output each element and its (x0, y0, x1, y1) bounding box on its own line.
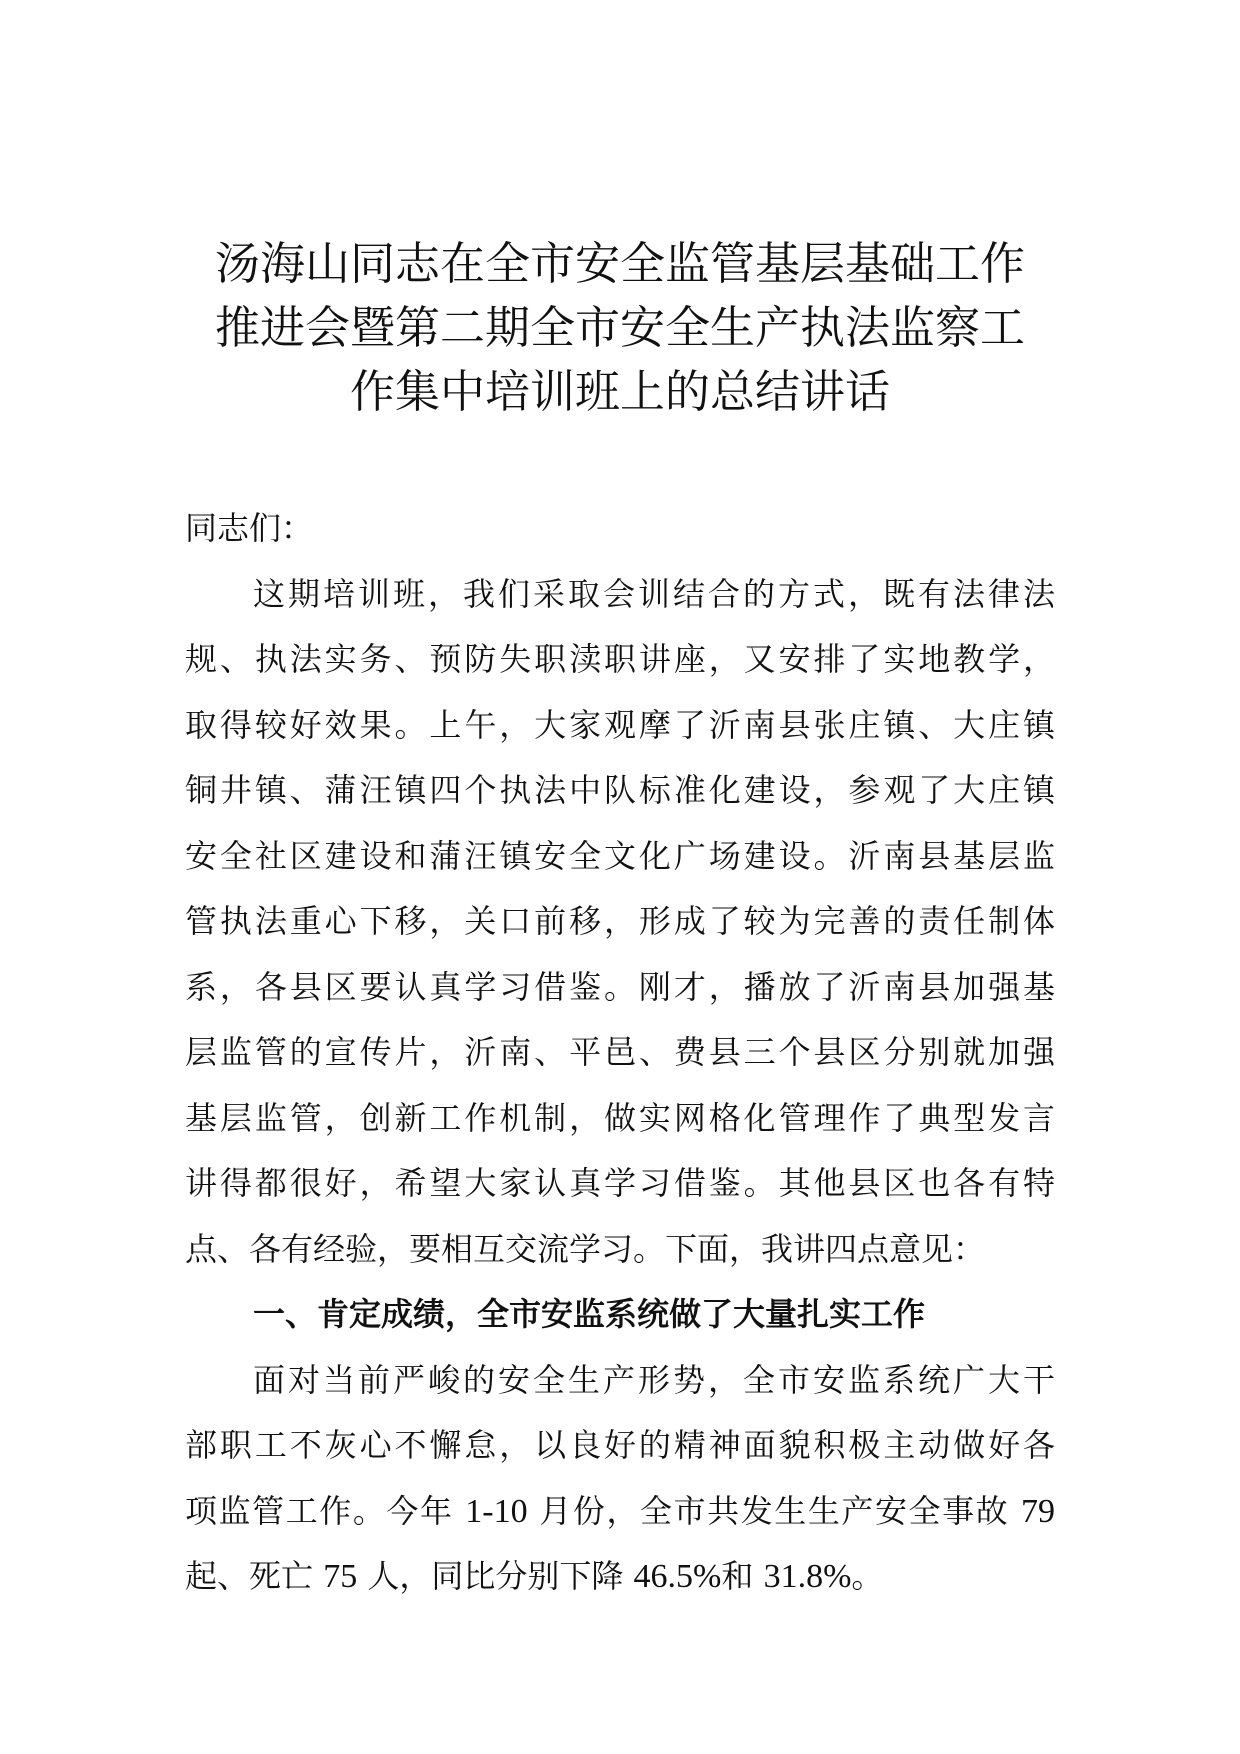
paragraph-line: 系，各县区要认真学习借鉴。刚才，播放了沂南县加强基 (185, 967, 1055, 1006)
paragraph-line: 点、各有经验，要相互交流学习。下面，我讲四点意见： (185, 1229, 986, 1268)
paragraph-line: 规、执法实务、预防失职渎职讲座，又安排了实地教学， (185, 640, 1055, 678)
paragraph-line: 安全社区建设和蒲汪镇安全文化广场建设。沂南县基层监 (185, 836, 1055, 875)
paragraph-line: 面对当前严峻的安全生产形势，全市安监系统广大干 (253, 1360, 1055, 1399)
paragraph-line: 讲得都很好，希望大家认真学习借鉴。其他县区也各有特 (185, 1164, 1055, 1202)
paragraph-achievements (185, 1348, 1055, 1610)
number-text: 75 (323, 1558, 358, 1595)
title-line: 汤海山同志在全市安全监管基层基础工作 (214, 237, 1025, 290)
paragraph-line: 项监管工作。今年 1-10 月份，全市共发生生产安全事故 79 (185, 1491, 1055, 1530)
number-text: 1-10 (465, 1492, 528, 1530)
paragraph-line: 取得较好效果。上午，大家观摩了沂南县张庄镇、大庄镇 (185, 705, 1055, 744)
title-line: 推进会暨第二期全市安全生产执法监察工 (214, 301, 1025, 354)
paragraph-line: 基层监管，创新工作机制，做实网格化管理作了典型发言 (185, 1098, 1055, 1137)
document-body (185, 496, 1055, 1610)
paragraph-line: 铜井镇、蒲汪镇四个执法中队标准化建设，参观了大庄镇 (185, 771, 1055, 809)
number-text: 31.8% (763, 1558, 852, 1595)
section-heading: 一、肯定成绩，全市安监系统做了大量扎实工作 (253, 1295, 926, 1333)
paragraph-line: 起、死亡 75 人，同比分别下降 46.5%和 31.8%。 (185, 1557, 884, 1595)
number-text: 79 (1020, 1492, 1055, 1530)
document-title (185, 232, 1055, 424)
paragraph-line: 部职工不灰心不懈怠，以良好的精神面貌积极主动做好各 (185, 1426, 1055, 1464)
paragraph-intro (185, 562, 1055, 1283)
paragraph-line: 层监管的宣传片，沂南、平邑、费县三个县区分别就加强 (185, 1033, 1055, 1071)
number-text: 46.5% (633, 1558, 722, 1595)
paragraph-line: 管执法重心下移，关口前移，形成了较为完善的责任制体 (185, 902, 1055, 940)
paragraph-line: 这期培训班，我们采取会训结合的方式，既有法律法 (253, 574, 1055, 613)
greeting: 同志们： (185, 509, 314, 547)
title-line: 作集中培训班上的总结讲话 (349, 365, 890, 418)
